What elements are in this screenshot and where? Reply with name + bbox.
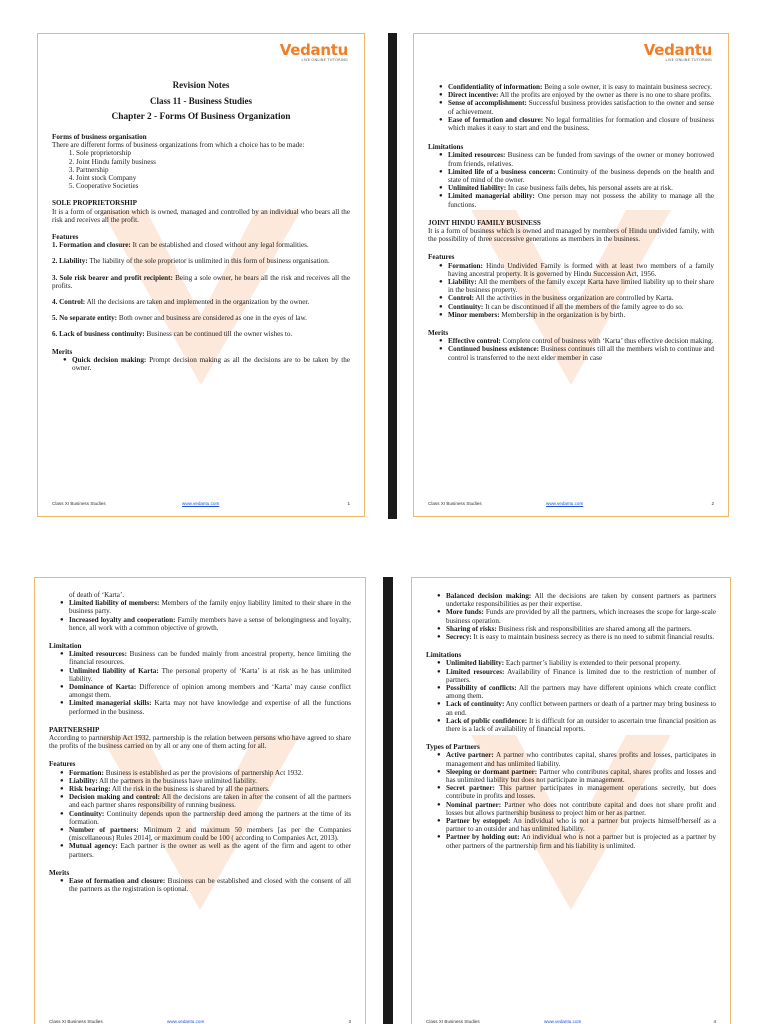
bullet-list (52, 356, 350, 372)
list-item: ● Confidentiality of information: Being a sole owner, it is easy to maintain business secrecy. (448, 83, 714, 91)
page-separator (388, 33, 397, 519)
list-item: ● Continued business existence: Business continues till all the members wish to continue and control is transferred to the next elder member in case (448, 345, 714, 361)
list-item: ● Sense of accomplishment: Successful business provides satisfaction to the owner and sense of achievement. (448, 99, 714, 115)
list-item: ● Quick decision making: Prompt decision making as all the decisions are to be taken by the owner. (72, 356, 350, 372)
list-item: ● Unlimited liability: Each partner’s liability is extended to their personal property. (446, 659, 716, 667)
bullet-list (49, 599, 351, 632)
list-item: ● Liability: All the partners in the business have unlimited liability. (69, 777, 351, 785)
page-footer (49, 1018, 351, 1024)
list-item: ● Decision making and control: All the decisions are taken in after the consent of all the partners and each partner shares responsibility of running business. (69, 793, 351, 809)
subheading: Types of Partners (426, 743, 480, 752)
list-item: ● Secrecy: It is easy to maintain business secrecy as there is no need to submit financial results. (446, 633, 716, 641)
bullet-list (49, 877, 351, 893)
subheading: Features (49, 760, 76, 769)
bullet-list (428, 337, 714, 362)
list-item: ● Limited life of a business concern: Continuity of the business depends on the health and state of mind of the owner. (448, 168, 714, 184)
bullet-list (428, 83, 714, 132)
paragraph: It is a form of business which is owned and managed by members of Hindu undivided family, with the possibility of three successive generations as members in the business. (428, 227, 714, 244)
doc-class: Class 11 - Business Studies (149, 96, 253, 106)
subheading: Features (52, 233, 79, 242)
list-item: ● Sharing of risks: Business risk and responsibilities are shared among all the partners. (446, 625, 716, 633)
subheading: Limitation (49, 642, 82, 651)
list-item: ● Nominal partner: Partner who does not contribute capital and does not share profit and losses but allows partnership business to project him or her as partner. (446, 801, 716, 817)
feature-item: 5. No separate entity: Both owner and business are considered as one in the eyes of law. (52, 314, 307, 323)
list-item: ● Active partner: A partner who contributes capital, shares profits and losses, participates in management and has unlimited liability. (446, 751, 716, 767)
list-item: ● Partner by holding out: An individual who is not a partner but is projected as a partner by other partners of the partnership firm and his liability is unlimited. (446, 833, 716, 849)
list-item: ● Limited resources: Business can be funded mainly from ancestral property, hence limiting the financial resources. (69, 650, 351, 666)
list-item: ● Lack of public confidence: It is difficult for an outsider to ascertain true financial position as there is a lack of availability of financial reports. (446, 717, 716, 733)
list-item: ● Partner by estoppel: An individual who is not a partner but projects himself/herself as a partner to an outsider and has unlimited liability. (446, 817, 716, 833)
vedantu-logo (280, 43, 348, 63)
list-item: 5. Cooperative Societies (76, 182, 350, 190)
paragraph: of death of ‘Karta’. (69, 591, 125, 599)
list-item: ● More funds: Funds are provided by all the partners, which increases the scope for large-scale business operation. (446, 608, 716, 624)
logo-tagline: LIVE ONLINE TUTORING (665, 58, 712, 62)
list-item: ● Ease of formation and closure: No legal formalities for formation and closure of business which makes it easy to start and end the business. (448, 116, 714, 132)
footer-link[interactable]: www.vedantu.com (544, 1018, 582, 1024)
list-item: ● Balanced decision making: All the decisions are taken by consent partners as partners undertake responsibilities as per their expertise. (446, 592, 716, 608)
list-item: 3. Partnership (76, 166, 350, 174)
list-item: ● Limited resources: Availability of Finance is limited due to the restriction of number of partners. (446, 668, 716, 684)
page-number: 2 (711, 500, 714, 506)
footer-course: Class XI Business Studies (426, 1018, 480, 1024)
title-block (52, 80, 350, 123)
subheading: Limitations (428, 143, 464, 152)
footer-link[interactable]: www.vedantu.com (182, 500, 220, 506)
list-item: ● Dominance of Karta: Difference of opinion among members and ‘Karta’ may cause conflict amongst them. (69, 683, 351, 699)
footer-link[interactable]: www.vedantu.com (546, 500, 584, 506)
list-item: ● Risk bearing: All the risk in the business is shared by all the partners. (69, 785, 351, 793)
footer-course: Class XI Business Studies (49, 1018, 103, 1024)
list-item: 1. Sole proprietorship (76, 149, 350, 157)
document-page-1 (37, 33, 365, 517)
list-item: ● Continuity: It can be discontinued if all the members of the family agree to do so. (448, 303, 714, 311)
list-item: ● Limited managerial skills: Karta may not have knowledge and expertise of all the functions performed in the business. (69, 699, 351, 715)
footer-course: Class XI Business Studies (52, 500, 106, 506)
list-item: ● Limited liability of members: Members of the family enjoy liability limited to their share in the business party. (69, 599, 351, 615)
subheading: Merits (52, 347, 73, 356)
list-item: ● Increased loyalty and cooperation: Family members have a sense of belongingness and loyalty, hence, all work with a common objective of growth. (69, 616, 351, 632)
paragraph: It is a form of organisation which is owned, managed and controlled by an individual who bears all the risk and receives all the profit. (52, 207, 350, 224)
list-item: ● Limited managerial ability: One person may not possess the ability to manage all the functions. (448, 192, 714, 208)
page-content (426, 592, 716, 850)
page-content (52, 80, 350, 372)
list-item: ● Number of partners: Minimum 2 and maximum 50 members [as per the Companies (miscellaneous) Rules 2014], or maximum could be 100 ( according to Companies Act, 2013). (69, 826, 351, 842)
list-item: ● Secret partner: This partner participates in management operations secretly, but does contribute in profits and losses. (446, 784, 716, 800)
footer-course: Class XI Business Studies (428, 500, 482, 506)
list-item: ● Mutual agency: Each partner is the owner as well as the agent of the firm and agent to other partners. (69, 842, 351, 858)
list-item: ● Continuity: Continuity depends upon the partnership deed among the partners at the time of its formation. (69, 810, 351, 826)
list-item: 4. Joint stock Company (76, 174, 350, 182)
logo-tagline: LIVE ONLINE TUTORING (301, 58, 348, 62)
list-item: ● Lack of continuity: Any conflict between partners or death of a partner may bring business to an end. (446, 700, 716, 716)
bullet-list (428, 262, 714, 319)
page-separator (383, 577, 393, 1024)
list-item: ● Control: All the activities in the business organization are controlled by Karta. (448, 294, 714, 302)
page-footer (426, 1018, 716, 1024)
list-item: ● Ease of formation and closure: Business can be established and closed with the consent of all the partners as the registration is optional. (69, 877, 351, 893)
paragraph: There are different forms of business organizations from which a choice has to be made: (52, 141, 305, 150)
section-heading: JOINT HINDU FAMILY BUSINESS (428, 218, 541, 227)
list-item: ● Unlimited liability: In case business fails debts, his personal assets are at risk. (448, 184, 714, 192)
page-content (49, 591, 351, 894)
logo-wordmark: Vedantu (643, 41, 712, 59)
list-item: ● Limited resources: Business can be funded from savings of the owner or money borrowed from friends, relatives. (448, 151, 714, 167)
doc-title: Revision Notes (172, 80, 230, 90)
footer-link[interactable]: www.vedantu.com (167, 1018, 205, 1024)
feature-item: 1. Formation and closure: It can be established and closed without any legal formalities. (52, 241, 309, 250)
bullet-list (428, 151, 714, 208)
bullet-list (426, 751, 716, 849)
page-number: 3 (348, 1018, 351, 1024)
list-item: ● Sleeping or dormant partner: Partner who contributes capital, shares profits and losses and has unlimited liability but does not participate in management. (446, 768, 716, 784)
page-footer (52, 500, 350, 508)
document-page-3 (34, 577, 366, 1024)
bullet-list (426, 659, 716, 733)
doc-chapter: Chapter 2 - Forms Of Business Organization (111, 112, 291, 122)
bullet-list (49, 769, 351, 859)
feature-item: 4. Control: All the decisions are taken and implemented in the organization by the owner. (52, 298, 310, 307)
subheading: Merits (49, 868, 70, 877)
document-page-2 (413, 33, 729, 517)
page-footer (428, 500, 714, 508)
section-heading: Forms of business organisation (52, 133, 147, 141)
bullet-list (426, 592, 716, 641)
paragraph: According to partnership Act 1932, partnership is the relation between persons who have agreed to share the profits of the business carried on by all or any one of them acting for all. (49, 734, 351, 751)
list-item: ● Effective control: Complete control of business with ‘Karta’ thus effective decision making. (448, 337, 714, 345)
subheading: Limitations (426, 651, 462, 660)
section-heading: PARTNERSHIP (49, 725, 100, 734)
list-item: 2. Joint Hindu family business (76, 158, 350, 166)
subheading: Features (428, 253, 455, 262)
page-content (428, 83, 714, 362)
page-number: 1 (347, 500, 350, 506)
list-item: ● Direct incentive: All the profits are enjoyed by the owner as there is no one to share profits. (448, 91, 714, 99)
feature-item: 6. Lack of business continuity: Business can be continued till the owner wishes to. (52, 330, 293, 339)
list-item: ● Possibility of conflicts: All the partners may have different opinions which create conflict among them. (446, 684, 716, 700)
feature-item: 2. Liability: The liability of the sole proprietor is unlimited in this form of business organisation. (52, 257, 330, 266)
list-item: ● Formation: Business is established as per the provisions of partnership Act 1932. (69, 769, 351, 777)
list-item: ● Unlimited liability of Karta: The personal property of ‘Karta’ is at risk as he has unlimited liability. (69, 667, 351, 683)
vedantu-logo (644, 43, 712, 63)
bullet-list (49, 650, 351, 716)
page-number: 4 (713, 1018, 716, 1024)
list-item: ● Liability: All the members of the family except Karta have limited liability up to their share in the business property. (448, 278, 714, 294)
subheading: Merits (428, 329, 449, 338)
logo-wordmark: Vedantu (279, 41, 348, 59)
forms-list (52, 149, 350, 190)
list-item: ● Minor members: Membership in the organization is by birth. (448, 311, 714, 319)
list-item: ● Formation: Hindu Undivided Family is formed with at least two members of a family having ancestral property. It is governed by Hindu Succession Act, 1956. (448, 262, 714, 278)
section-heading: SOLE PROPRIETORSHIP (52, 199, 137, 208)
document-page-4 (411, 577, 731, 1024)
feature-item: 3. Sole risk bearer and profit recipient: Being a sole owner, he bears all the risk and receives all the profits. (52, 273, 350, 290)
